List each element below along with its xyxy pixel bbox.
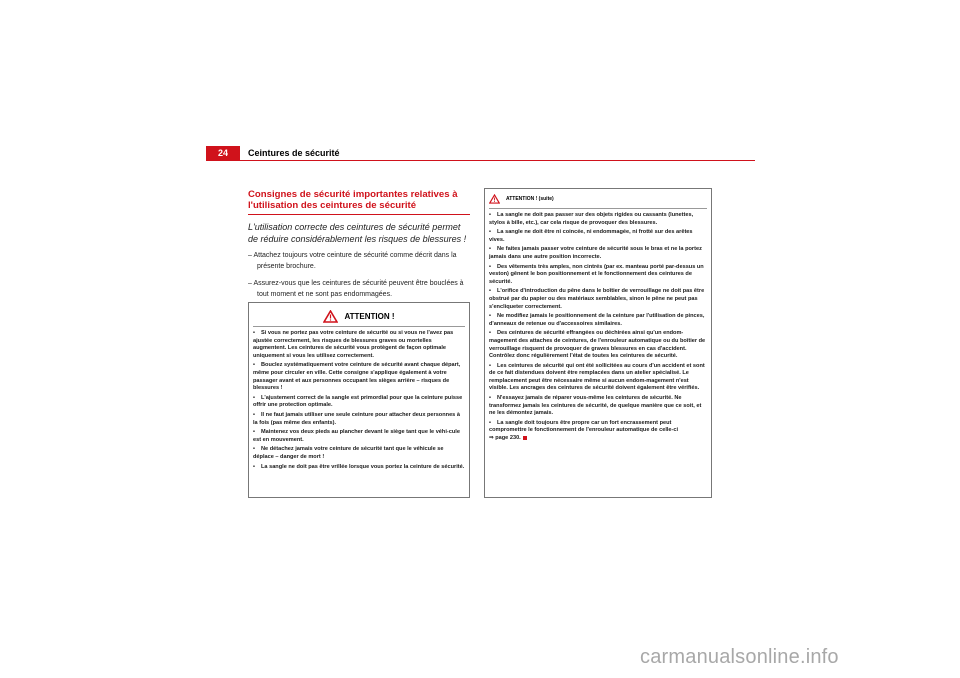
warning-label: ATTENTION ! [344, 311, 395, 321]
warning-item [253, 362, 465, 392]
warning-item [253, 429, 465, 444]
bullet-icon: • [489, 395, 491, 402]
bullet-icon: • [253, 429, 255, 436]
warning-item [253, 446, 465, 461]
warning-item-text: N'essayez jamais de réparer vous-même les ceintures de sécurité. Ne transformez jamais les ceintures de sécurité, de quelque manière que ce soit, et ne les démontez jamais. [489, 395, 702, 417]
warning-item [253, 464, 465, 472]
warning-divider [253, 326, 465, 327]
bullet-icon: • [253, 330, 255, 336]
warning-triangle-icon [489, 194, 500, 204]
bullet-icon: • [489, 263, 491, 270]
warning-item [489, 313, 707, 328]
warning-list [489, 212, 707, 443]
bullet-icon: • [253, 411, 255, 418]
warning-item-text: Maintenez vos deux pieds au plancher devant le siège tant que le véhi-cule est en mouvement. [253, 429, 460, 443]
page-reference-link[interactable]: ⇒ page 230. [489, 435, 521, 442]
warning-item-text: La sangle ne doit être ni coincée, ni endommagée, ni frotté sur des arêtes vives. [489, 229, 693, 243]
warning-list [253, 330, 465, 471]
warning-header [489, 193, 707, 205]
bullet-icon: • [489, 246, 491, 253]
warning-item [489, 246, 707, 261]
warning-item [489, 288, 707, 311]
bullet-icon: • [489, 330, 491, 337]
warning-item [489, 212, 707, 227]
bullet-icon: • [253, 463, 255, 470]
warning-item-text: La sangle ne doit pas passer sur des objets rigides ou cassants (lunettes, stylos à bille, etc.), car cela risque de provoquer des blessures. [489, 212, 694, 226]
warning-item [489, 395, 707, 418]
bullet-icon: • [489, 313, 491, 320]
warning-item [489, 420, 707, 443]
warning-item-text: Les ceintures de sécurité qui ont été sollicitées au cours d'un accident et sont de ce fait distendues doivent être remplacées dans un atelier spécialisé. Le remplacement peut être nécessaire même si aucun endom-magement n'est visible. Les ancrages des ceintures de sécurité doivent également être vérifiés. [489, 362, 705, 392]
bullet-icon: • [489, 288, 491, 295]
warning-box [248, 302, 470, 498]
left-column [248, 189, 470, 307]
section-title: Consignes de sécurité importantes relatives à l'utilisation des ceintures de sécurité [248, 189, 470, 215]
warning-item-text: Des vêtements très amples, non cintrés (par ex. manteau porté par-dessus un veston) gênent le bon positionnement et le fonctionnement des ceintures de sécurité. [489, 263, 704, 285]
warning-item-text: L'ajustement correct de la sangle est primordial pour que la ceinture puisse offrir une protection optimale. [253, 394, 463, 409]
warning-item [489, 264, 707, 287]
warning-item-text: Des ceintures de sécurité effrangées ou déchirées ainsi qu'un endom-magement des attaches de ceintures, de l'enrouleur automatique ou du boîtier de verrouillage risquent de provoquer de graves blessures en cas d'accident. Contrôlez donc régulièrement l'état de toutes les ceintures de sécurité. [489, 330, 706, 360]
warning-item [253, 395, 465, 410]
warning-item-text: Ne modifiez jamais le positionnement de la ceinture par l'utilisation de pinces, d'anneaux de retenue ou d'accessoires similaires. [489, 313, 705, 327]
instruction-item: – Assurez-vous que les ceintures de sécurité peuvent être bouclées à tout moment et ne sont pas endommagées. [248, 280, 464, 298]
warning-item-text: Bouclez systématiquement votre ceinture de sécurité avant chaque départ, même pour circuler en ville. Cette consigne s'applique également à votre passager avant et aux personnes occupant les sièges arrière – risques de blessures ! [253, 362, 461, 392]
warning-item-text: Ne détachez jamais votre ceinture de sécurité tant que le véhicule se déplace – danger de mort ! [253, 446, 444, 460]
warning-triangle-icon [323, 310, 338, 323]
warning-item-text: La sangle doit toujours être propre car un fort encrassement peut compromettre le fonctionnement de l'enrouleur automatique de celle-ci [489, 419, 679, 434]
warning-divider [489, 208, 707, 209]
warning-item-text: La sangle ne doit pas être vrillée lorsque vous portez la ceinture de sécurité. [261, 463, 465, 470]
warning-item-text: L'orifice d'introduction du pêne dans le boîtier de verrouillage ne doit pas être obstrué par du papier ou des matériaux semblables, sinon le pêne ne peut pas s'encliqueter correctement. [489, 288, 705, 310]
header-rule [206, 160, 755, 161]
warning-item [489, 229, 707, 244]
warning-item [253, 412, 465, 427]
instruction-item: – Attachez toujours votre ceinture de sécurité comme décrit dans la présente brochure. [248, 252, 457, 270]
end-marker-icon [523, 436, 527, 440]
warning-item [489, 363, 707, 393]
bullet-icon: • [253, 446, 255, 453]
bullet-icon: • [489, 419, 491, 426]
chapter-title: Ceintures de sécurité [248, 148, 340, 158]
bullet-icon: • [253, 394, 255, 401]
bullet-icon: • [489, 229, 491, 236]
warning-label: ATTENTION ! (suite) [506, 196, 554, 202]
warning-item-text: Il ne faut jamais utiliser une seule ceinture pour attacher deux personnes à la fois (pas même des enfants). [253, 411, 460, 426]
warning-box-continued [484, 188, 712, 498]
warning-item-text: Ne faites jamais passer votre ceinture de sécurité sous le bras et ne la portez jamais dans une autre position incorrecte. [489, 246, 702, 260]
section-subtitle: L'utilisation correcte des ceintures de sécurité permet de réduire considérablement les risques de blessures ! [248, 222, 467, 244]
warning-item [489, 330, 707, 360]
bullet-icon: • [489, 212, 491, 218]
warning-item [253, 330, 465, 360]
warning-item-text: Si vous ne portez pas votre ceinture de sécurité ou si vous ne l'avez pas ajustée correctement, les risques de blessures graves ou mortelles augmentent. Les ceintures de sécurité vous protègent de façon optimale uniquement si vous les utilisez correctement. [253, 330, 454, 359]
bullet-icon: • [489, 362, 491, 369]
watermark-logo: carmanualsonline.info [640, 646, 839, 668]
page-number: 24 [206, 146, 240, 160]
bullet-icon: • [253, 362, 255, 369]
warning-header [253, 309, 465, 323]
